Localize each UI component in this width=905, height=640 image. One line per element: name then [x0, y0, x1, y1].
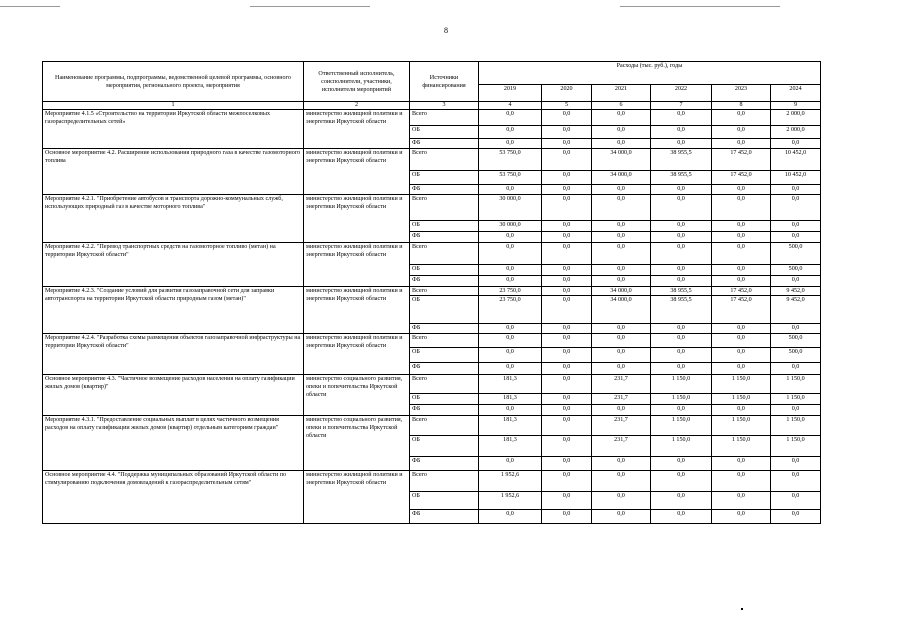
expense-value: 1 150,0 — [651, 375, 712, 394]
expense-value: 23 750,0 — [479, 287, 542, 296]
expense-value: 38 955,5 — [651, 149, 712, 171]
expense-value: 9 452,0 — [771, 296, 821, 324]
funding-source: Всего — [410, 195, 479, 221]
expense-value: 0,0 — [592, 221, 651, 232]
expense-value: 17 452,0 — [712, 149, 771, 171]
expense-value: 30 000,0 — [479, 195, 542, 221]
funding-source: ФБ — [410, 232, 479, 243]
header-source: Источники финансирования — [410, 62, 479, 102]
expense-value: 0,0 — [651, 324, 712, 334]
measure-name: Мероприятие 4.2.2. "Перевод транспортных средств на газомоторное топливо (метан) на территории Иркутской области" — [43, 243, 304, 287]
measure-name: Основное мероприятие 4.3. "Частичное возмещение расходов населения на оплату газификации жилых домов (квартир)" — [43, 375, 304, 416]
expense-value: 17 452,0 — [712, 296, 771, 324]
expense-value: 0,0 — [771, 363, 821, 375]
expense-value: 0,0 — [651, 471, 712, 492]
funding-source: ФБ — [410, 276, 479, 287]
expense-value: 0,0 — [542, 126, 592, 139]
expense-value: 0,0 — [771, 492, 821, 510]
expense-value: 0,0 — [712, 334, 771, 348]
expense-value: 0,0 — [542, 287, 592, 296]
expense-value: 0,0 — [712, 195, 771, 221]
expense-value: 0,0 — [651, 492, 712, 510]
funding-source: Всего — [410, 334, 479, 348]
expense-value: 0,0 — [592, 363, 651, 375]
stray-mark — [741, 608, 743, 610]
expense-value: 0,0 — [651, 334, 712, 348]
expense-value: 0,0 — [712, 510, 771, 524]
table-row — [43, 243, 821, 265]
expense-value: 10 452,0 — [771, 149, 821, 171]
funding-source: Всего — [410, 149, 479, 171]
expense-value: 1 150,0 — [771, 375, 821, 394]
expense-value: 0,0 — [542, 363, 592, 375]
expense-value: 0,0 — [651, 221, 712, 232]
expense-value: 0,0 — [592, 265, 651, 276]
funding-source: Всего — [410, 110, 479, 126]
expense-value: 0,0 — [651, 457, 712, 471]
expense-value: 0,0 — [651, 185, 712, 195]
table-row — [43, 287, 821, 296]
funding-source: Всего — [410, 287, 479, 296]
expense-value: 0,0 — [592, 471, 651, 492]
funding-source: ОБ — [410, 126, 479, 139]
expense-value: 0,0 — [479, 110, 542, 126]
measure-name: Мероприятие 4.3.1. "Предоставление социальных выплат в целях частичного возмещения расходов на оплату газификации жилых домов (квартир) отдельным категориям граждан" — [43, 416, 304, 471]
expense-value: 0,0 — [542, 334, 592, 348]
expense-value: 231,7 — [592, 436, 651, 457]
funding-source: ФБ — [410, 139, 479, 149]
expense-value: 34 000,0 — [592, 171, 651, 185]
header-year: 2021 — [592, 85, 651, 102]
header-executor: Ответственный исполнитель, соисполнители, участники, исполнители мероприятий — [304, 62, 410, 102]
expense-value: 0,0 — [479, 510, 542, 524]
expense-value: 0,0 — [542, 149, 592, 171]
expense-value: 0,0 — [542, 394, 592, 405]
measure-executor: министерство жилищной политики и энергетики Иркутской области — [304, 110, 410, 149]
expense-value: 0,0 — [712, 265, 771, 276]
measure-executor: министерство социального развития, опеки и попечительства Иркутской области — [304, 416, 410, 471]
expense-value: 17 452,0 — [712, 171, 771, 185]
expense-value: 0,0 — [712, 185, 771, 195]
expense-value: 0,0 — [479, 363, 542, 375]
expense-value: 0,0 — [592, 139, 651, 149]
funding-source: Всего — [410, 375, 479, 394]
expense-value: 0,0 — [592, 348, 651, 363]
expense-value: 0,0 — [592, 243, 651, 265]
column-number: 5 — [542, 102, 592, 110]
expense-value: 17 452,0 — [712, 287, 771, 296]
expense-value: 0,0 — [592, 195, 651, 221]
column-number: 2 — [304, 102, 410, 110]
header-expenses: Расходы (тыс. руб.), годы — [479, 62, 821, 85]
expense-value: 0,0 — [542, 171, 592, 185]
expense-value: 0,0 — [712, 139, 771, 149]
expense-value: 38 955,5 — [651, 171, 712, 185]
expense-value: 2 000,0 — [771, 110, 821, 126]
expense-value: 0,0 — [771, 195, 821, 221]
expense-value: 53 750,0 — [479, 149, 542, 171]
expense-value: 0,0 — [592, 457, 651, 471]
top-rule-right — [620, 6, 780, 7]
table-row — [43, 195, 821, 221]
expense-value: 0,0 — [712, 363, 771, 375]
funding-source: ОБ — [410, 265, 479, 276]
expense-value: 500,0 — [771, 243, 821, 265]
expense-value: 0,0 — [542, 139, 592, 149]
expense-value: 181,3 — [479, 375, 542, 394]
expense-value: 0,0 — [479, 457, 542, 471]
expense-value: 0,0 — [651, 243, 712, 265]
expense-value: 0,0 — [771, 405, 821, 416]
expense-value: 0,0 — [479, 334, 542, 348]
column-number: 4 — [479, 102, 542, 110]
expense-value: 0,0 — [592, 510, 651, 524]
expense-value: 0,0 — [542, 457, 592, 471]
expense-value: 0,0 — [651, 232, 712, 243]
expense-value: 0,0 — [592, 334, 651, 348]
expense-value: 0,0 — [712, 348, 771, 363]
expense-value: 0,0 — [712, 405, 771, 416]
header-year: 2020 — [542, 85, 592, 102]
expense-value: 10 452,0 — [771, 171, 821, 185]
expense-value: 34 000,0 — [592, 296, 651, 324]
table-row — [43, 110, 821, 126]
expense-value: 0,0 — [771, 232, 821, 243]
expense-value: 0,0 — [479, 243, 542, 265]
expense-value: 38 955,5 — [651, 287, 712, 296]
expense-value: 1 952,6 — [479, 492, 542, 510]
measure-name: Мероприятие 4.2.1. "Приобретение автобусов и транспорта дорожно-коммунальных служб, использующих природный газ в качестве моторного топлива" — [43, 195, 304, 243]
funding-source: ФБ — [410, 405, 479, 416]
measure-executor: министерство жилищной политики и энергетики Иркутской области — [304, 195, 410, 243]
expense-value: 0,0 — [592, 492, 651, 510]
expense-value: 0,0 — [712, 221, 771, 232]
expense-value: 0,0 — [479, 232, 542, 243]
expense-value: 1 150,0 — [712, 416, 771, 436]
expense-value: 0,0 — [712, 324, 771, 334]
table-row — [43, 334, 821, 348]
expense-value: 1 150,0 — [712, 394, 771, 405]
expense-value: 0,0 — [479, 185, 542, 195]
expense-value: 0,0 — [771, 185, 821, 195]
expense-value: 0,0 — [771, 471, 821, 492]
expense-value: 0,0 — [712, 471, 771, 492]
table-body — [43, 110, 821, 524]
measure-name: Основное мероприятие 4.2. Расширение использования природного газа в качестве газомоторного топлива — [43, 149, 304, 195]
column-number: 7 — [651, 102, 712, 110]
top-rule-left — [0, 6, 60, 7]
expense-value: 0,0 — [771, 139, 821, 149]
expense-value: 0,0 — [542, 492, 592, 510]
expense-value: 0,0 — [542, 185, 592, 195]
expense-value: 1 150,0 — [651, 436, 712, 457]
expense-value: 0,0 — [651, 110, 712, 126]
header-year: 2022 — [651, 85, 712, 102]
expense-value: 1 150,0 — [771, 394, 821, 405]
expense-value: 0,0 — [479, 405, 542, 416]
expense-value: 0,0 — [542, 195, 592, 221]
expense-value: 0,0 — [542, 510, 592, 524]
funding-source: ОБ — [410, 221, 479, 232]
funding-source: ФБ — [410, 324, 479, 334]
expense-value: 0,0 — [592, 405, 651, 416]
expense-value: 34 000,0 — [592, 149, 651, 171]
expense-value: 0,0 — [651, 276, 712, 287]
expense-value: 0,0 — [651, 405, 712, 416]
funding-source: ФБ — [410, 510, 479, 524]
expense-value: 0,0 — [479, 276, 542, 287]
funding-source: ФБ — [410, 185, 479, 195]
expense-value: 0,0 — [542, 416, 592, 436]
expense-value: 38 955,5 — [651, 296, 712, 324]
expense-value: 0,0 — [651, 139, 712, 149]
expense-value: 0,0 — [771, 457, 821, 471]
expense-value: 0,0 — [542, 232, 592, 243]
expense-value: 0,0 — [712, 232, 771, 243]
expense-value: 0,0 — [592, 276, 651, 287]
funding-source: ОБ — [410, 394, 479, 405]
column-number: 9 — [771, 102, 821, 110]
measure-executor: министерство жилищной политики и энергетики Иркутской области — [304, 149, 410, 195]
expense-value: 9 452,0 — [771, 287, 821, 296]
funding-source: ОБ — [410, 171, 479, 185]
header-name: Наименование программы, подпрограммы, ведомственной целевой программы, основного мероприятия, регионального проекта, мероприятия — [43, 62, 304, 102]
funding-source: ОБ — [410, 436, 479, 457]
expense-value: 30 000,0 — [479, 221, 542, 232]
measure-name: Основное мероприятие 4.4. "Поддержка муниципальных образований Иркутской области по стимулированию подключения домовладений к газораспределительным сетям" — [43, 471, 304, 524]
expense-value: 0,0 — [651, 348, 712, 363]
header-year: 2019 — [479, 85, 542, 102]
expense-value: 1 150,0 — [712, 375, 771, 394]
expense-value: 1 952,6 — [479, 471, 542, 492]
expense-value: 231,7 — [592, 375, 651, 394]
expense-value: 0,0 — [712, 492, 771, 510]
column-number: 3 — [410, 102, 479, 110]
expense-value: 0,0 — [542, 324, 592, 334]
expense-value: 500,0 — [771, 334, 821, 348]
expense-value: 181,3 — [479, 394, 542, 405]
expense-value: 34 000,0 — [592, 287, 651, 296]
expense-value: 0,0 — [592, 126, 651, 139]
expenses-table — [42, 61, 821, 524]
table-row — [43, 149, 821, 171]
expense-value: 0,0 — [651, 126, 712, 139]
expense-value: 0,0 — [592, 110, 651, 126]
expense-value: 1 150,0 — [651, 394, 712, 405]
expense-value: 0,0 — [712, 457, 771, 471]
expense-value: 181,3 — [479, 416, 542, 436]
measure-name: Мероприятие 4.1.5 «Строительство на территории Иркутской области межпоселковых газораспределительных сетей» — [43, 110, 304, 149]
page-number: 8 — [444, 26, 448, 35]
expense-value: 0,0 — [592, 232, 651, 243]
expense-value: 0,0 — [651, 265, 712, 276]
expense-value: 231,7 — [592, 416, 651, 436]
measure-executor: министерство жилищной политики и энергетики Иркутской области — [304, 334, 410, 375]
expense-value: 1 150,0 — [712, 436, 771, 457]
expense-value: 0,0 — [771, 324, 821, 334]
expense-value: 500,0 — [771, 265, 821, 276]
measure-executor: министерство жилищной политики и энергетики Иркутской области — [304, 287, 410, 334]
expense-value: 0,0 — [592, 324, 651, 334]
expense-value: 0,0 — [479, 348, 542, 363]
table-row — [43, 471, 821, 492]
expense-value: 0,0 — [542, 243, 592, 265]
measure-executor: министерство жилищной политики и энергетики Иркутской области — [304, 243, 410, 287]
expense-value: 0,0 — [712, 110, 771, 126]
header-year: 2024 — [771, 85, 821, 102]
table-row — [43, 416, 821, 436]
funding-source: Всего — [410, 243, 479, 265]
expense-value: 2 000,0 — [771, 126, 821, 139]
expense-value: 0,0 — [479, 139, 542, 149]
funding-source: ОБ — [410, 348, 479, 363]
table-row — [43, 375, 821, 394]
expense-value: 0,0 — [542, 471, 592, 492]
expense-value: 0,0 — [542, 110, 592, 126]
expense-value: 0,0 — [771, 276, 821, 287]
expense-value: 0,0 — [712, 243, 771, 265]
expense-value: 0,0 — [542, 221, 592, 232]
expense-value: 0,0 — [592, 185, 651, 195]
expense-value: 0,0 — [542, 348, 592, 363]
funding-source: ОБ — [410, 296, 479, 324]
expense-value: 0,0 — [712, 126, 771, 139]
column-number: 8 — [712, 102, 771, 110]
funding-source: ФБ — [410, 457, 479, 471]
expense-value: 0,0 — [542, 276, 592, 287]
measure-executor: министерство жилищной политики и энергетики Иркутской области — [304, 471, 410, 524]
expense-value: 0,0 — [479, 324, 542, 334]
expense-value: 1 150,0 — [651, 416, 712, 436]
expense-value: 0,0 — [542, 436, 592, 457]
expense-value: 0,0 — [651, 510, 712, 524]
expense-value: 0,0 — [542, 296, 592, 324]
expense-value: 181,3 — [479, 436, 542, 457]
funding-source: Всего — [410, 471, 479, 492]
expense-value: 0,0 — [712, 276, 771, 287]
expense-value: 0,0 — [542, 405, 592, 416]
column-number: 1 — [43, 102, 304, 110]
expense-value: 500,0 — [771, 348, 821, 363]
expense-value: 1 150,0 — [771, 436, 821, 457]
funding-source: ФБ — [410, 363, 479, 375]
expense-value: 0,0 — [542, 265, 592, 276]
expense-value: 0,0 — [479, 126, 542, 139]
expense-value: 0,0 — [651, 195, 712, 221]
measure-name: Мероприятие 4.2.4. "Разработка схемы размещения объектов газозаправочной инфраструктуры на территории Иркутской области" — [43, 334, 304, 375]
expense-value: 0,0 — [771, 510, 821, 524]
expense-value: 53 750,0 — [479, 171, 542, 185]
funding-source: Всего — [410, 416, 479, 436]
header-year: 2023 — [712, 85, 771, 102]
expense-value: 0,0 — [651, 363, 712, 375]
expense-value: 0,0 — [542, 375, 592, 394]
expense-value: 0,0 — [771, 221, 821, 232]
expense-value: 231,7 — [592, 394, 651, 405]
funding-source: ОБ — [410, 492, 479, 510]
top-rule-mid — [250, 6, 370, 7]
expense-value: 0,0 — [479, 265, 542, 276]
measure-executor: министерство социального развития, опеки и попечительства Иркутской области — [304, 375, 410, 416]
expense-value: 1 150,0 — [771, 416, 821, 436]
column-number: 6 — [592, 102, 651, 110]
measure-name: Мероприятие 4.2.3. "Создание условий для развития газозаправочной сети для заправки автотранспорта на территории Иркутской области природным газом (метан)" — [43, 287, 304, 334]
expense-value: 23 750,0 — [479, 296, 542, 324]
